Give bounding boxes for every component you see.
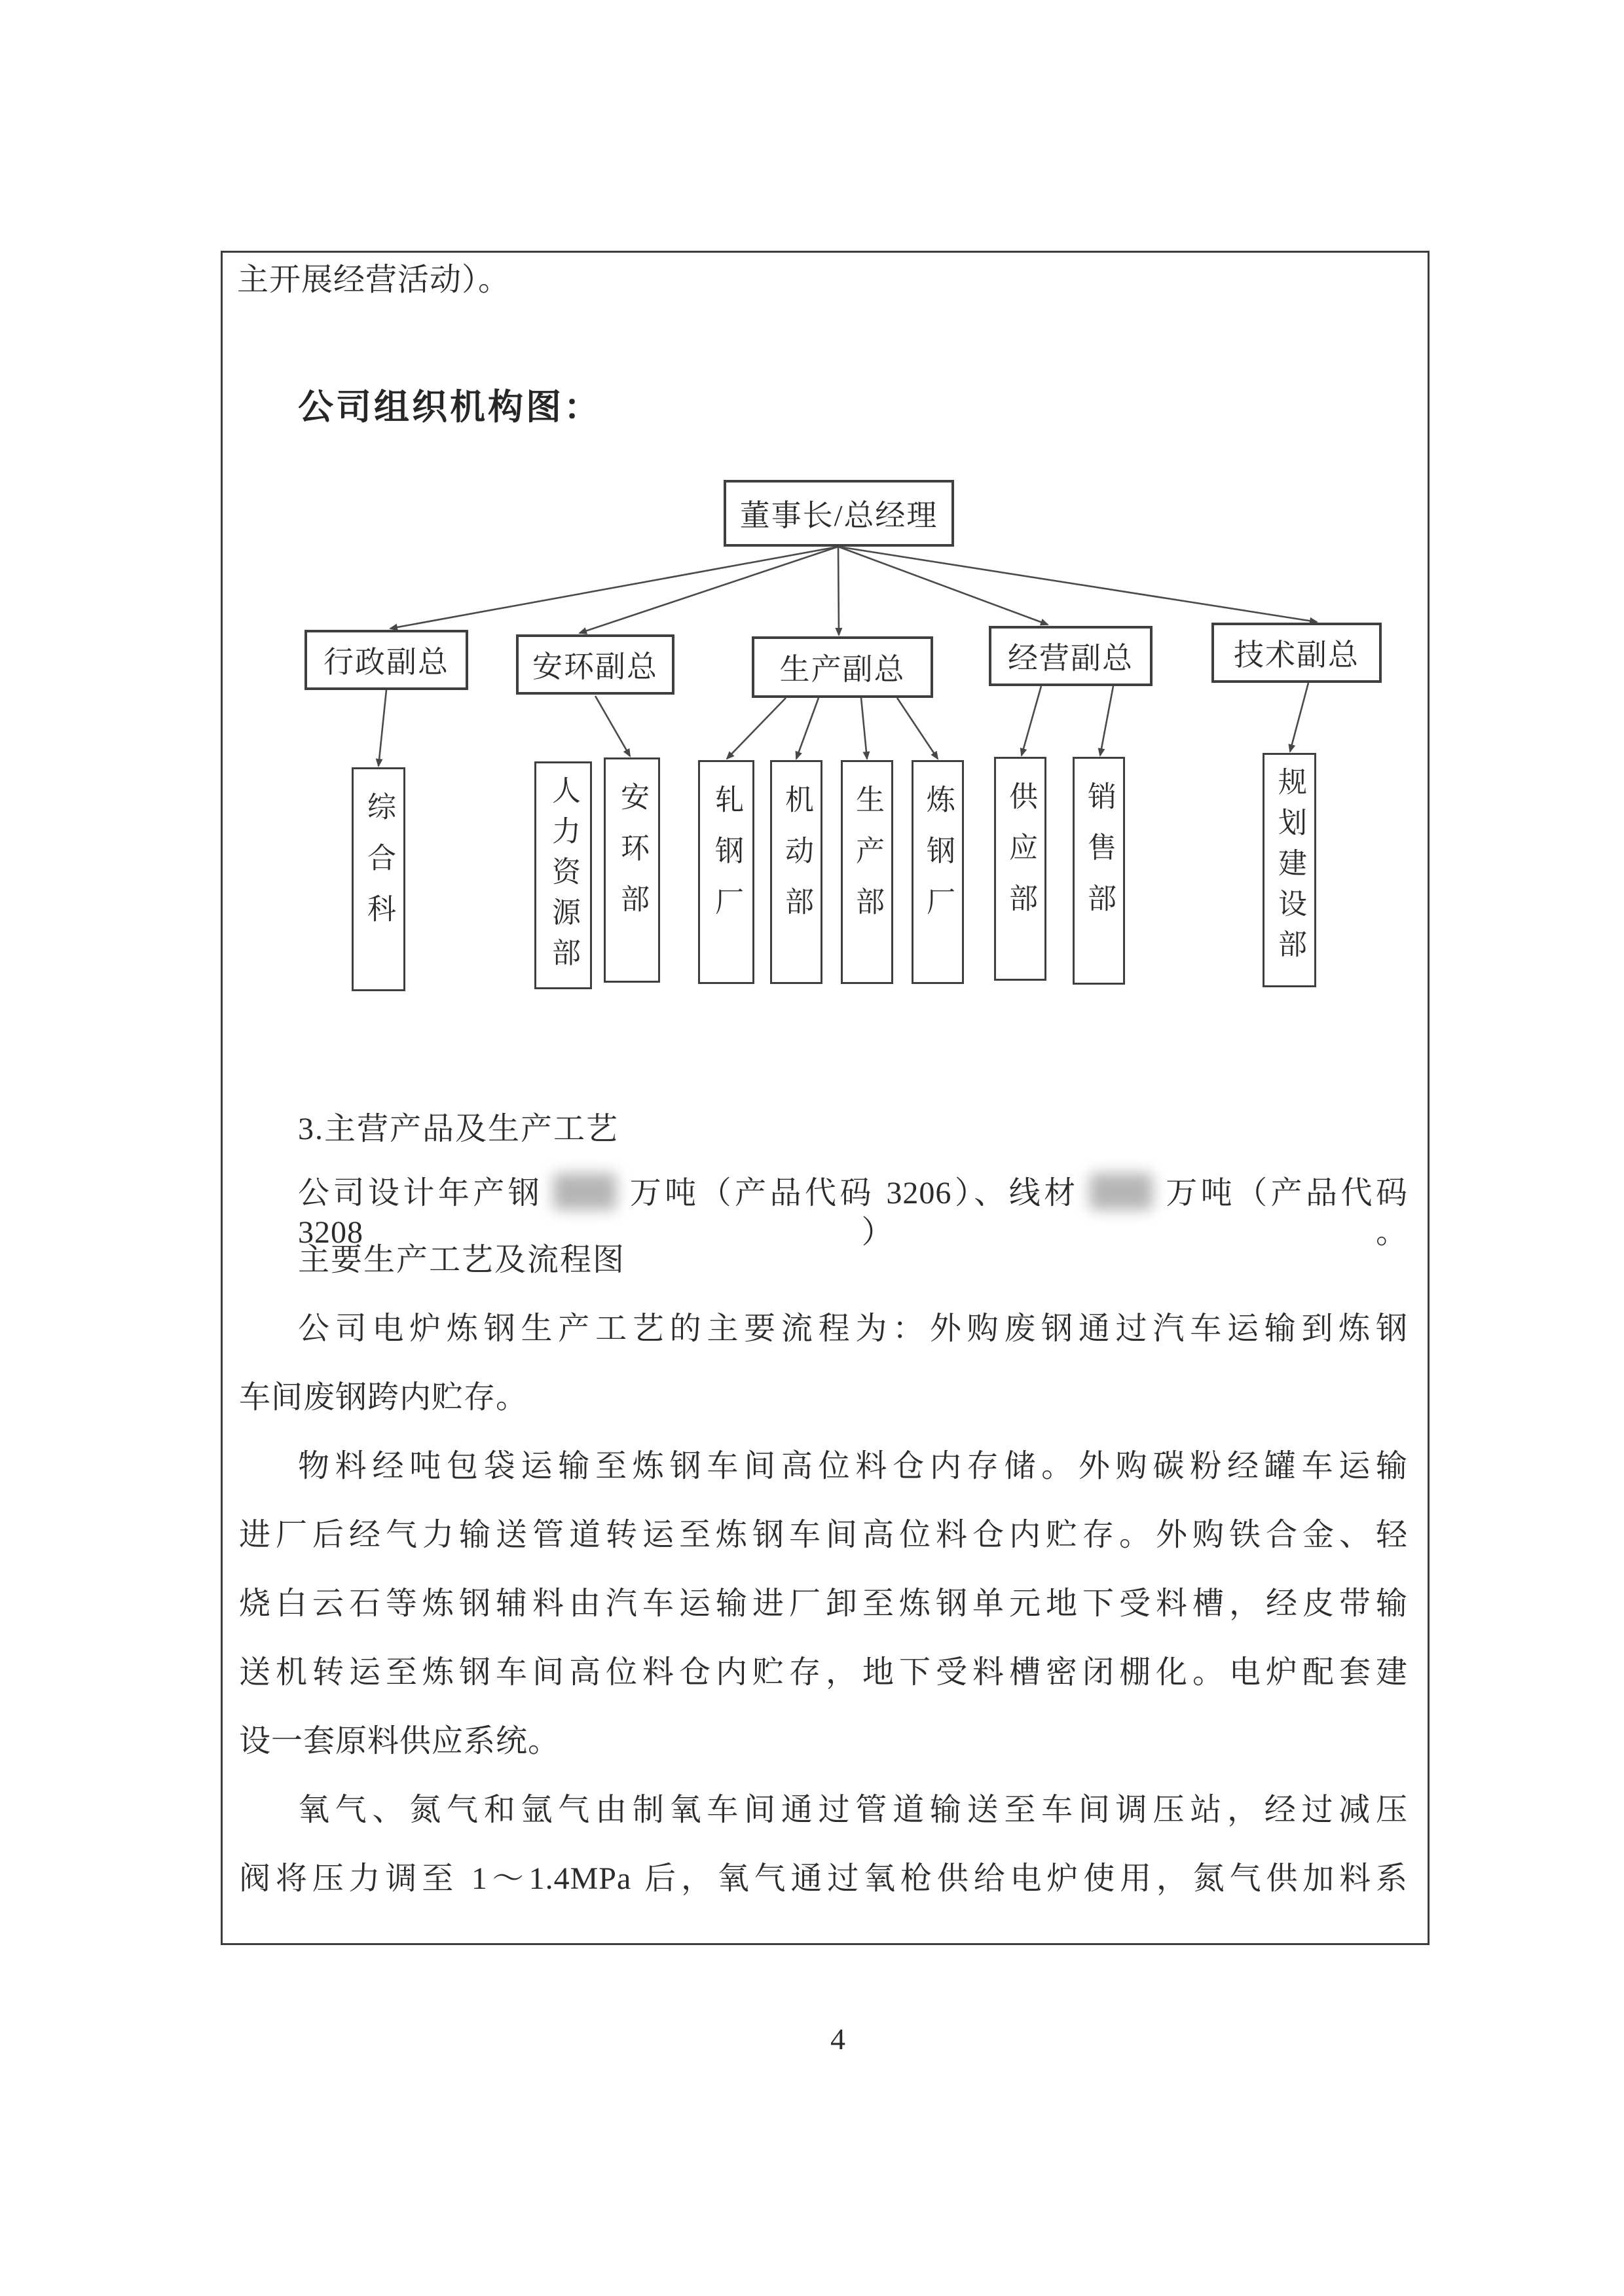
- org-node-human-resources: [534, 761, 592, 989]
- org-node-sales-dept: [1073, 757, 1125, 985]
- capacity-text-2: 万吨（产品代码 3206）、线材: [627, 1176, 1079, 1211]
- org-node-label: 生产部: [851, 784, 883, 938]
- org-node-label: 规划建设部: [1274, 767, 1306, 970]
- org-node-label: 技术副总: [1234, 638, 1359, 672]
- org-chart-heading: 公司组织机构图：: [298, 388, 602, 427]
- org-node-label: 供应部: [1005, 781, 1037, 934]
- org-node-label: 经营副总: [1008, 642, 1134, 675]
- org-node-technical-vp: [1211, 623, 1382, 683]
- org-node-mechanical-dept: [770, 760, 822, 984]
- org-node-admin-vp: [304, 630, 468, 690]
- org-node-supply-dept: [994, 757, 1046, 981]
- org-node-label: 董事长/总经理: [739, 499, 938, 532]
- body-line: 公司电炉炼钢生产工艺的主要流程为：外购废钢通过汽车运输到炼钢: [298, 1311, 1408, 1346]
- org-node-production-vp: [752, 636, 933, 698]
- subsection-title-process-flow: 主要生产工艺及流程图: [298, 1243, 626, 1277]
- org-node-planning-construction-dept: [1263, 753, 1316, 987]
- org-node-label: 安环部: [616, 782, 648, 935]
- org-node-label: 轧钢厂: [710, 784, 743, 938]
- org-node-production-dept: [841, 760, 893, 984]
- org-node-label: 安环副总: [532, 650, 658, 683]
- org-node-safety-env-vp: [516, 634, 674, 695]
- org-node-label: 行政副总: [323, 646, 449, 679]
- org-node-steelmaking-plant: [912, 760, 964, 984]
- section-title-products-process: 3.主营产品及生产工艺: [298, 1112, 619, 1146]
- org-node-general-affairs: [352, 767, 405, 991]
- body-line: 设一套原料供应系统。: [239, 1724, 561, 1758]
- body-line: 阀将压力调至 1～1.4MPa 后，氧气通过氧枪供给电炉使用，氮气供加料系: [239, 1861, 1408, 1896]
- org-node-label: 销售部: [1083, 781, 1115, 934]
- org-node-label: 综合科: [363, 792, 395, 945]
- intro-line: 主开展经营活动）。: [237, 263, 511, 297]
- org-node-label: 人力资源部: [547, 775, 580, 978]
- org-node-safety-env-dept: [604, 757, 660, 983]
- org-node-label: 生产副总: [779, 653, 906, 686]
- org-node-rolling-mill: [698, 760, 754, 984]
- org-node-operations-vp: [989, 626, 1153, 686]
- org-node-label: 炼钢厂: [922, 784, 954, 938]
- capacity-text-3: 万吨（产品代码 3208）。: [298, 1176, 1408, 1250]
- page-number: 4: [830, 2022, 846, 2056]
- body-line: 氧气、氮气和氩气由制氧车间通过管道输送至车间调压站，经过减压: [298, 1793, 1408, 1827]
- body-line: 车间废钢跨内贮存。: [239, 1380, 528, 1415]
- redacted-value: [553, 1173, 616, 1210]
- body-line: 进厂后经气力输送管道转运至炼钢车间高位料仓内贮存。外购铁合金、轻: [239, 1518, 1408, 1552]
- org-node-chairman-gm: [724, 480, 954, 547]
- body-line: 烧白云石等炼钢辅料由汽车运输进厂卸至炼钢单元地下受料槽，经皮带输: [239, 1586, 1408, 1621]
- body-line: 物料经吨包袋运输至炼钢车间高位料仓内存储。外购碳粉经罐车运输: [298, 1449, 1408, 1484]
- redacted-value: [1090, 1173, 1153, 1210]
- capacity-text-1: 公司设计年产钢: [298, 1176, 544, 1211]
- org-node-label: 机动部: [781, 784, 813, 938]
- body-line: 送机转运至炼钢车间高位料仓内贮存，地下受料槽密闭棚化。电炉配套建: [239, 1655, 1408, 1690]
